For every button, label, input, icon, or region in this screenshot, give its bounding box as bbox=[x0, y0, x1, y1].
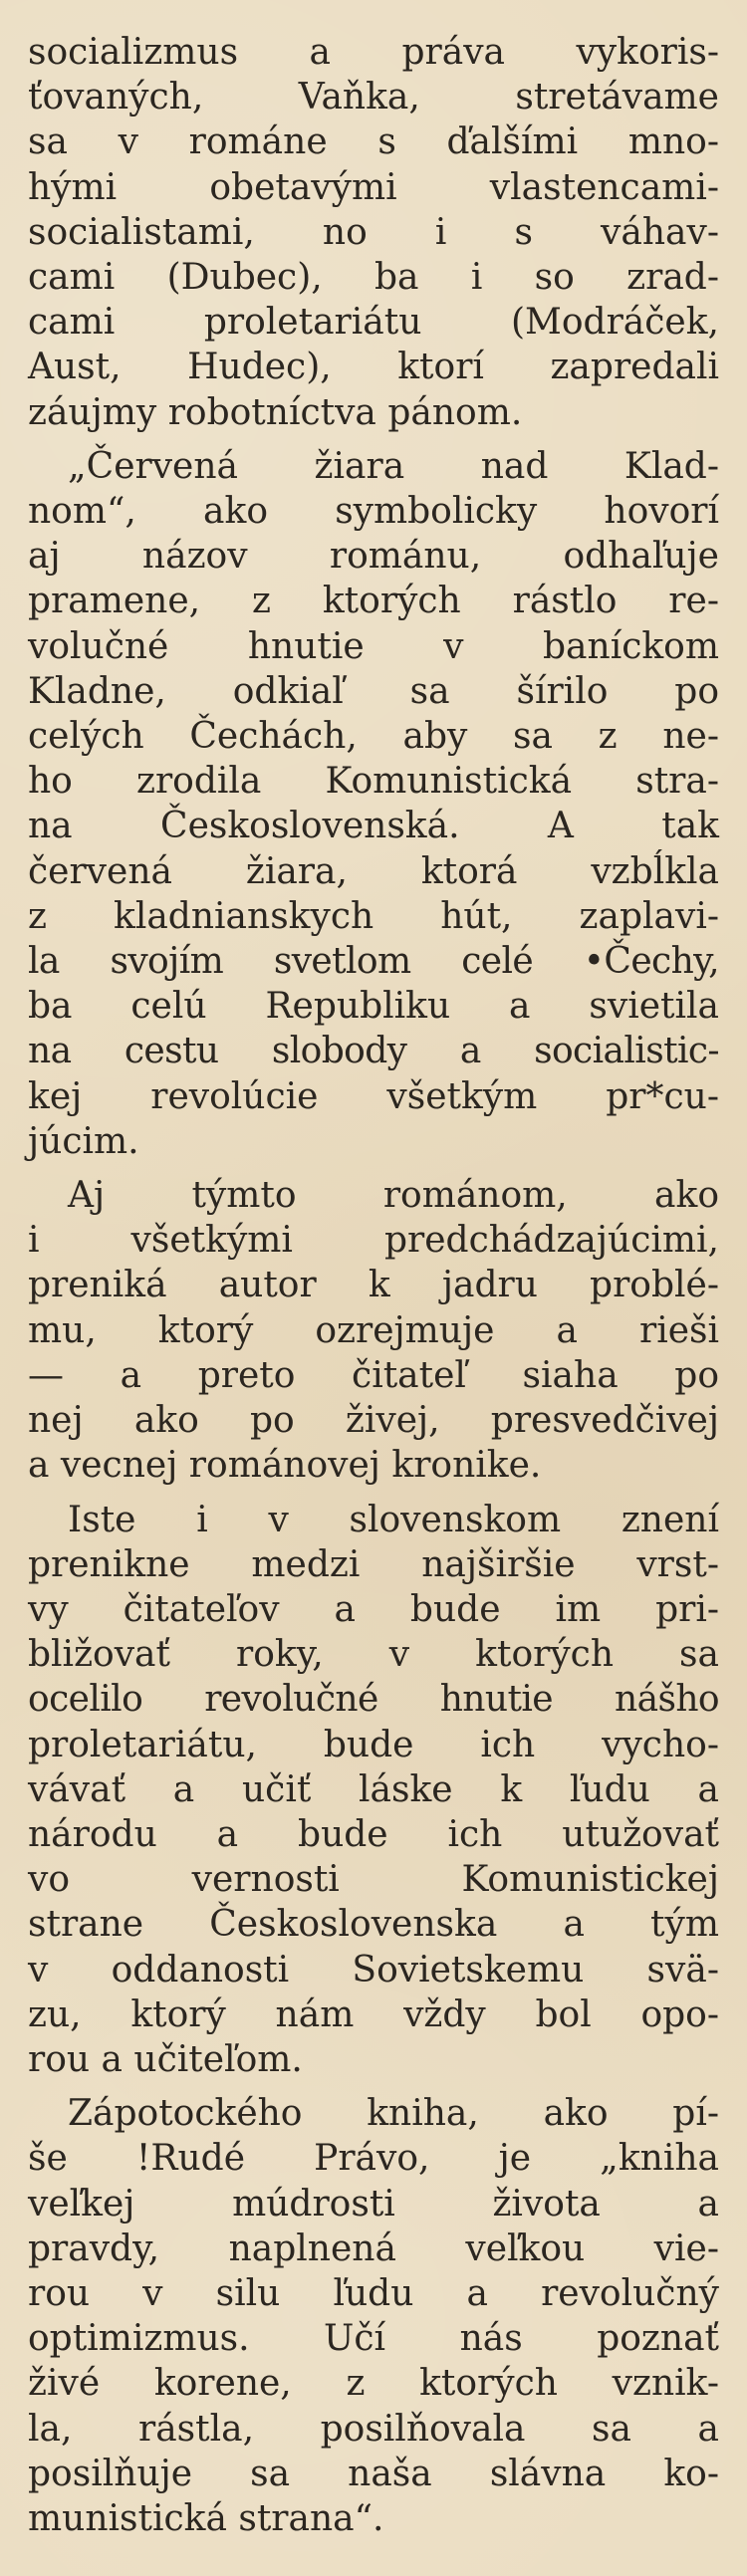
text-line: pravdy, naplnená veľkou vie- bbox=[28, 2227, 719, 2269]
text-line: cami proletariátu (Modráček, bbox=[28, 302, 719, 344]
text-line: aj názov románu, odhaľuje bbox=[28, 536, 719, 578]
text-line: vo vernosti Komunistickej bbox=[28, 1859, 719, 1901]
text-line: Kladne, odkiaľ sa šírilo po bbox=[28, 670, 719, 712]
text-line: sa v románe s ďalšími mno- bbox=[28, 121, 719, 163]
text-line: še !Rudé Právo, je „kniha bbox=[28, 2138, 719, 2180]
text-line: la, rástla, posilňovala sa a bbox=[28, 2408, 719, 2450]
text-line: bližovať roky, v ktorých sa bbox=[28, 1634, 719, 1676]
text-line: kej revolúcie všetkým pr*cu- bbox=[28, 1075, 719, 1117]
text-line: rou a učiteľom. bbox=[28, 2038, 303, 2080]
text-line: ba celú Republiku a svietila bbox=[28, 986, 719, 1028]
text-line: nom“, ako symbolicky hovorí bbox=[28, 491, 719, 533]
paragraph-3 bbox=[28, 1173, 719, 1488]
text-line: mu, ktorý ozrejmuje a rieši bbox=[28, 1309, 719, 1351]
text-line: Iste i v slovenskom znení bbox=[68, 1499, 719, 1540]
text-line: rou v silu ľudu a revolučný bbox=[28, 2272, 719, 2314]
article-column bbox=[28, 30, 719, 2550]
text-line: nej ako po živej, presvedčivej bbox=[28, 1400, 719, 1442]
text-line: posilňuje sa naša slávna ko- bbox=[28, 2453, 719, 2494]
text-line: na cestu slobody a socialistic- bbox=[28, 1031, 719, 1072]
text-line: munistická strana“. bbox=[28, 2497, 384, 2539]
text-line: Aj týmto románom, ako bbox=[68, 1175, 719, 1217]
text-line: v oddanosti Sovietskemu svä- bbox=[28, 1949, 719, 1991]
text-line: — a preto čitateľ siaha po bbox=[28, 1354, 719, 1396]
text-line: živé korene, z ktorých vznik- bbox=[28, 2363, 719, 2405]
text-line: socializmus a práva vykoris- bbox=[28, 32, 719, 73]
text-line: červená žiara, ktorá vzbĺkla bbox=[28, 850, 719, 892]
paragraph-2 bbox=[28, 444, 719, 1164]
text-line: a vecnej románovej kronike. bbox=[28, 1445, 542, 1487]
text-line: ho zrodila Komunistická stra- bbox=[28, 761, 719, 803]
text-line: zu, ktorý nám vždy bol opo- bbox=[28, 1993, 719, 2035]
text-line: prenikne medzi najširšie vrst- bbox=[28, 1543, 719, 1585]
text-line: preniká autor k jadru problé- bbox=[28, 1265, 719, 1306]
text-line: cami (Dubec), ba i so zrad- bbox=[28, 257, 719, 299]
text-line: hými obetavými vlastencami- bbox=[28, 166, 719, 208]
text-line: Zápotockého kniha, ako pí- bbox=[68, 2093, 719, 2135]
text-line: Aust, Hudec), ktorí zapredali bbox=[28, 347, 719, 388]
text-line: veľkej múdrosti života a bbox=[28, 2183, 719, 2225]
text-line: pramene, z ktorých rástlo re- bbox=[28, 581, 719, 622]
text-line: proletariátu, bude ich vycho- bbox=[28, 1724, 719, 1765]
text-line: ocelilo revolučné hnutie nášho bbox=[28, 1679, 719, 1721]
text-line: júcim. bbox=[28, 1120, 139, 1162]
text-line: volučné hnutie v baníckom bbox=[28, 625, 719, 667]
text-line: ťovaných, Vaňka, stretávame bbox=[28, 77, 719, 118]
text-line: socialistami, no i s váhav- bbox=[28, 211, 719, 253]
paragraph-4 bbox=[28, 1498, 719, 2083]
paragraph-1 bbox=[28, 30, 719, 435]
text-line: la svojím svetlom celé •Čechy, bbox=[28, 941, 719, 983]
text-line: optimizmus. Učí nás poznať bbox=[28, 2318, 719, 2360]
text-line: strane Československa a tým bbox=[28, 1904, 719, 1946]
text-line: záujmy robotníctva pánom. bbox=[28, 391, 523, 433]
text-line: celých Čechách, aby sa z ne- bbox=[28, 716, 719, 758]
text-line: vy čitateľov a bude im pri- bbox=[28, 1588, 719, 1630]
text-line: národu a bude ich utužovať bbox=[28, 1813, 719, 1855]
text-line: na Československá. A tak bbox=[28, 806, 719, 847]
text-line: vávať a učiť láske k ľudu a bbox=[28, 1768, 719, 1810]
text-line: z kladnianskych hút, zaplavi- bbox=[28, 895, 719, 937]
paragraph-5 bbox=[28, 2091, 719, 2541]
text-line: i všetkými predchádzajúcimi, bbox=[28, 1220, 719, 1262]
text-line: „Červená žiara nad Klad- bbox=[68, 445, 719, 487]
